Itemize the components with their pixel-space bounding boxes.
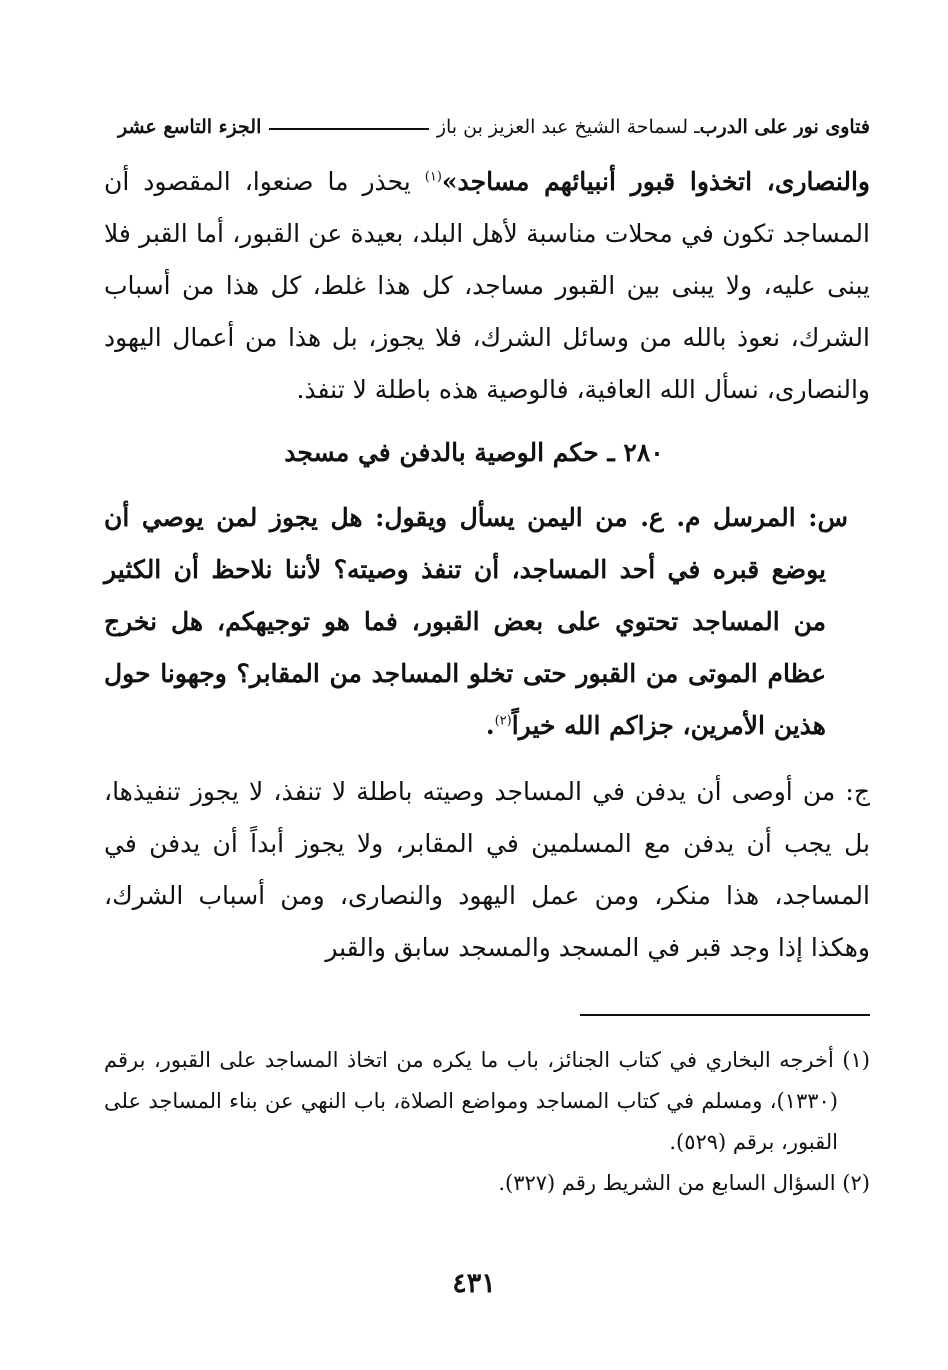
answer-paragraph xyxy=(104,766,870,974)
footnote-ref-1: (١) xyxy=(424,169,442,185)
footnote-1: (١) أخرجه البخاري في كتاب الجنائز، باب ما يكره من اتخاذ المساجد على القبور، برقم (١٣٣٠)، ومسلم في كتاب المساجد ومواضع الصلاة، باب النهي عن بناء المساجد على القبور، برقم (٥٢٩). xyxy=(104,1048,870,1154)
section-heading: ٢٨٠ ـ حكم الوصية بالدفن في مسجد xyxy=(284,438,664,467)
footnote-separator xyxy=(580,1014,870,1016)
running-header xyxy=(118,110,870,144)
intro-text: يحذر ما صنعوا، المقصود أن المساجد تكون في محلات مناسبة لأهل البلد، بعيدة عن القبور، أما القبر فلا يبنى عليه، ولا يبنى بين القبور مساجد، كل هذا غلط، كل هذا من أسباب الشرك، نعوذ بالله من وسائل الشرك، فلا يجوز، بل هذا من أعمال اليهود والنصارى، نسأل الله العافية، فالوصية هذه باطلة لا تنفذ. xyxy=(104,167,870,404)
hadith-quote: والنصارى، اتخذوا قبور أنبيائهم مساجد» xyxy=(441,167,870,196)
intro-paragraph xyxy=(104,156,870,416)
book-title: فتاوى نور على الدرب xyxy=(699,116,870,138)
volume-part: الجزء التاسع عشر xyxy=(118,116,262,138)
page-number: ٤٣١ xyxy=(452,1268,496,1299)
question-text: س: المرسل م. ع. من اليمن يسأل ويقول: هل يجوز لمن يوصي أن يوضع قبره في أحد المساجد، أن تنفذ وصيته؟ لأننا نلاحظ أن الكثير من المساجد تحتوي على بعض القبور، فما هو توجيهكم، هل نخرج عظام الموتى من القبور حتى تخلو المساجد من المقابر؟ وجهونا حول هذين الأمرين، جزاكم الله خيراً xyxy=(104,503,848,740)
footnote-ref-2: (٢) xyxy=(494,713,512,729)
author-name: ـ لسماحة الشيخ عبد العزيز بن باز xyxy=(436,116,700,138)
footnotes xyxy=(104,1040,870,1204)
question-paragraph xyxy=(104,492,848,752)
header-rule xyxy=(269,128,428,130)
answer-text: ج: من أوصى أن يدفن في المساجد وصيته باطلة لا تنفذ، لا يجوز تنفيذها، بل يجب أن يدفن مع المسلمين في المقابر، ولا يجوز أبداً أن يدفن في المساجد، هذا منكر، ومن عمل اليهود والنصارى، ومن أسباب الشرك، وهكذا إذا وجد قبر في المسجد والمسجد سابق والقبر xyxy=(104,777,870,962)
footnote-2: (٢) السؤال السابع من الشريط رقم (٣٢٧). xyxy=(498,1171,870,1195)
question-end: . xyxy=(485,711,495,740)
